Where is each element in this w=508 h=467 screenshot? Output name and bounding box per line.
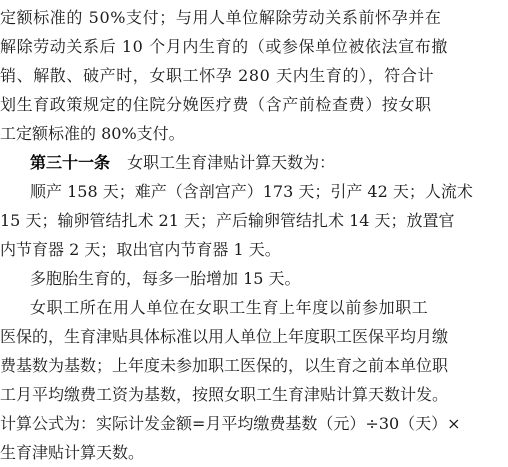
article-title: 女职工生育津贴计算天数为： xyxy=(127,153,336,172)
text-line: 工月平均缴费工资为基数，按照女职工生育津贴计算天数计发。 xyxy=(0,385,449,404)
text-line: 销、解散、破产时，女职工怀孕 280 天内生育的），符合计 xyxy=(0,66,435,85)
text-line: 生育津贴计算天数。 xyxy=(0,443,145,462)
text-line: 计算公式为：实际计发金额=月平均缴费基数（元）÷30（天）× xyxy=(0,414,461,433)
article-heading: 第三十一条 xyxy=(30,153,111,172)
text-line: 顺产 158 天；难产（含剖宫产）173 天；引产 42 天；人流术 xyxy=(30,182,473,201)
text-line: 工定额标准的 80%支付。 xyxy=(0,124,185,143)
text-line: 费基数为基数；上年度未参加职工医保的，以生育之前本单位职 xyxy=(0,356,449,375)
text-line: 内节育器 2 天；取出官内节育器 1 天。 xyxy=(0,240,281,259)
text-line: 女职工所在用人单位在女职工生育上年度以前参加职工 xyxy=(30,298,429,317)
text-line: 多胞胎生育的，每多一胎增加 15 天。 xyxy=(30,269,301,288)
article-31-line xyxy=(30,149,335,177)
text-line: 15 天；输卵管结扎术 21 天；产后输卵管结扎术 14 天；放置官 xyxy=(0,211,455,230)
text-line: 医保的，生育津贴具体标准以用人单位上年度职工医保平均月缴 xyxy=(0,327,449,346)
text-line: 划生育政策规定的住院分娩医疗费（含产前检查费）按女职 xyxy=(0,95,432,114)
text-line: 定额标准的 50%支付；与用人单位解除劳动关系前怀孕并在 xyxy=(0,8,442,27)
text-line: 解除劳动关系后 10 个月内生育的（或参保单位被依法宣布撤 xyxy=(0,37,448,56)
